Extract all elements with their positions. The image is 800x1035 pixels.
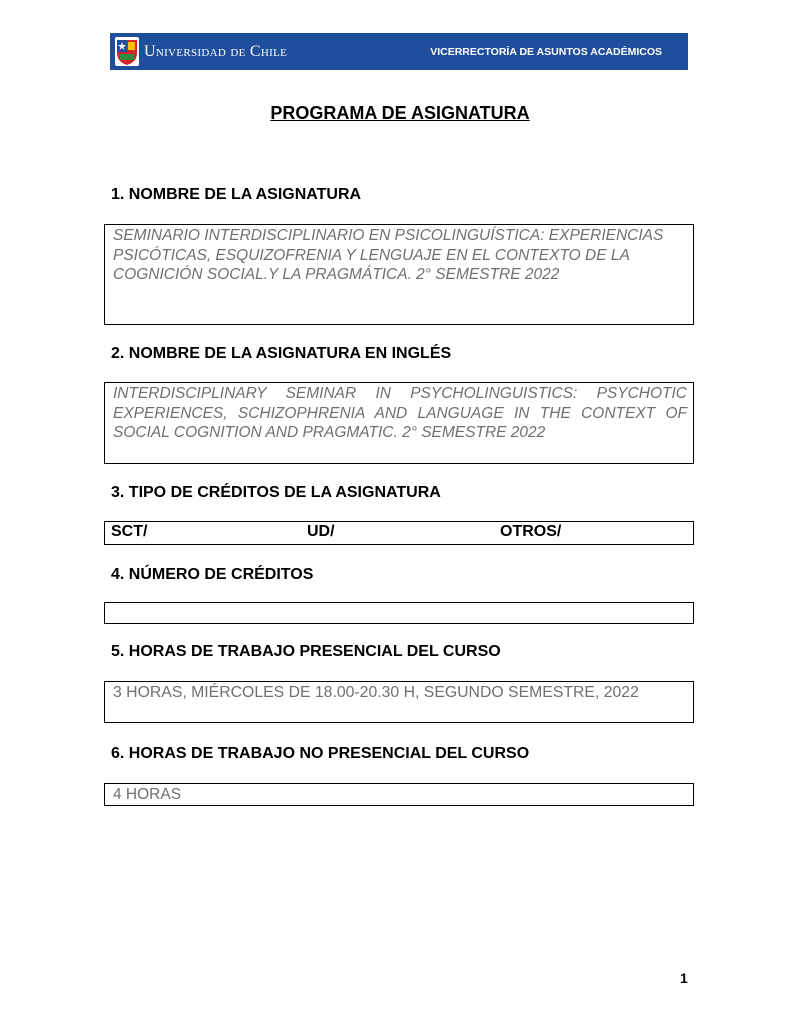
course-name-value: SEMINARIO INTERDISCIPLINARIO EN PSICOLINGUÍSTICA: EXPERIENCIAS PSICÓTICAS, ESQUIZOFRENIA Y LENGUAJE EN EL CONTEXTO DE LA COGNICIÓN SOCIAL.Y LA PRAGMÁTICA. 2° SEMESTRE 2022 <box>113 227 664 283</box>
section-6-box <box>104 783 694 806</box>
university-crest-icon <box>115 37 139 66</box>
section-3-heading: 3. TIPO DE CRÉDITOS DE LA ASIGNATURA <box>111 484 441 501</box>
remote-hours-value: 4 HORAS <box>113 786 182 803</box>
page-number: 1 <box>680 970 688 986</box>
section-1-heading: 1. NOMBRE DE LA ASIGNATURA <box>111 186 362 203</box>
credit-type-otros: OTROS/ <box>500 523 562 540</box>
header-banner <box>110 33 688 70</box>
in-person-hours-value: 3 HORAS, MIÉRCOLES DE 18.00-20.30 H, SEGUNDO SEMESTRE, 2022 <box>113 684 639 701</box>
section-5-box <box>104 681 694 723</box>
credit-type-box <box>104 521 694 545</box>
section-1-box <box>104 224 694 325</box>
document-title: PROGRAMA DE ASIGNATURA <box>270 103 530 123</box>
section-6-heading: 6. HORAS DE TRABAJO NO PRESENCIAL DEL CURSO <box>111 745 530 762</box>
section-4-heading: 4. NÚMERO DE CRÉDITOS <box>111 566 314 583</box>
credit-type-sct: SCT/ <box>111 523 148 540</box>
vice-rectorate-label: VICERRECTORÍA DE ASUNTOS ACADÉMICOS <box>430 46 662 58</box>
section-2-heading: 2. NOMBRE DE LA ASIGNATURA EN INGLÉS <box>111 345 452 362</box>
section-2-box <box>104 382 694 464</box>
course-name-english-value: INTERDISCIPLINARY SEMINAR IN PSYCHOLINGUISTICS: PSYCHOTIC EXPERIENCES, SCHIZOPHRENIA AND LANGUAGE IN THE CONTEXT OF SOCIAL COGNITION AND PRAGMATIC. 2° SEMESTRE 2022 <box>113 385 687 441</box>
section-5-heading: 5. HORAS DE TRABAJO PRESENCIAL DEL CURSO <box>111 643 501 660</box>
university-name: Universidad de Chile <box>144 43 288 60</box>
credit-type-ud: UD/ <box>307 523 335 540</box>
credit-number-box <box>104 602 694 624</box>
